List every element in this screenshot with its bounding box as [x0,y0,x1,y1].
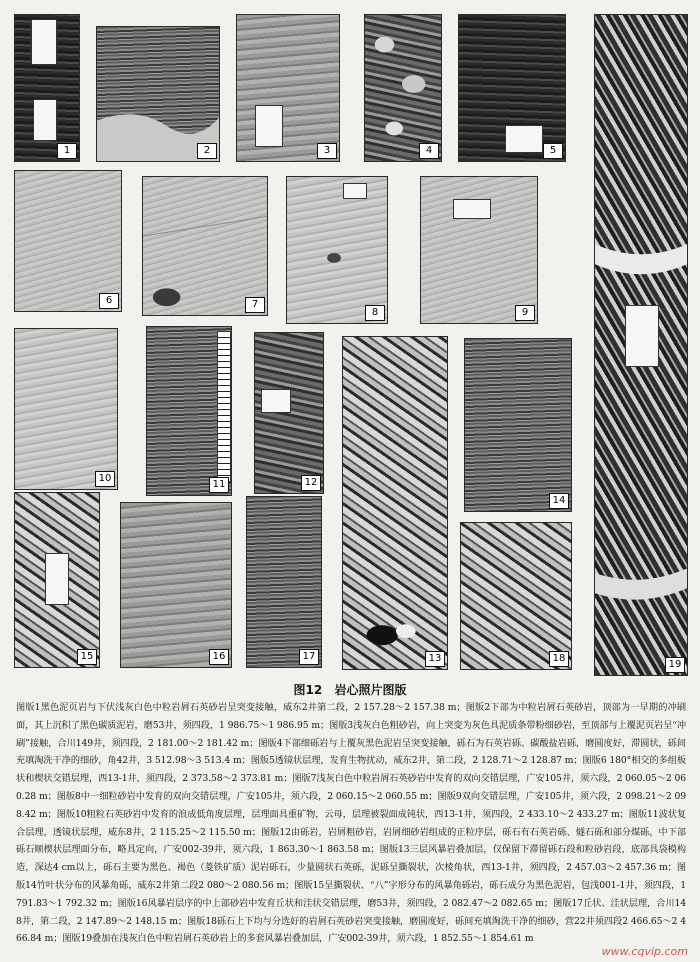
photo-number: 15 [77,649,97,665]
photo-number: 19 [665,657,685,673]
plate-title [0,681,700,698]
photo-number: 11 [209,477,229,493]
core-label-tag [255,105,283,147]
core-photo-3 [236,14,340,162]
photo-number: 18 [549,651,569,667]
core-photo-6 [14,170,122,312]
core-photo-12 [254,332,324,494]
photo-number: 8 [365,305,385,321]
core-photo-16 [120,502,232,668]
photo-number: 14 [549,493,569,509]
core-photo-9 [420,176,538,324]
core-photo-17 [246,496,322,668]
figure-title: 岩心照片图版 [334,683,407,697]
core-photo-15 [14,492,100,668]
core-label-tag [31,19,57,65]
photo-number: 10 [95,471,115,487]
contact-surface [97,27,219,161]
photo-number: 12 [301,475,321,491]
core-photo-5 [458,14,566,162]
photo-number: 17 [299,649,319,665]
core-label-tag [45,553,69,605]
core-photo-13 [342,336,448,670]
mud-clast [287,177,387,323]
photo-number: 3 [317,143,337,159]
photo-number: 13 [425,651,445,667]
core-label-tag [33,99,57,141]
core-photo-11 [146,326,232,496]
plate-caption: 图版1黑色泥页岩与下伏浅灰白色中粒岩屑石英砂岩呈突变接触，威东2井第二段，2 157.28～2 157.38 m；图版2下部为中粒岩屑石英砂岩，顶部为一早期的冲刷面，其上沉积了黑色碳质泥岩，磨53井，须四段，1 986.75～1 986.95 m；图版3浅灰白色粗砂岩，向上突变为灰色具泥质条带粉细砂岩，至顶部与上覆泥页岩呈“冲刷”接触，合川149井，须四段，2 181.00～2 181.42 m；图版4下部细砾岩与上覆灰黑色泥岩呈突变接触，砾石为石英岩砾、碳酸盐岩砾，磨圆度好，滞圆状，砾间充填淘洗干净的细砂，角42井，3 512.98～3 513.4 m；图版5透镜状层理，发育生物扰动，威东2井，第二段，2 128.71～2 128.87 m；图版6 180°相交的多组板状和楔状交错层理，西13-1井，须四段，2 373.58～2 373.81 m；图版7浅灰白色中粒岩屑石英砂岩中发育的双向交错层理，广安105井，须六段，2 060.05～2 060.28 m；图版8中一细粒砂岩中发育的双向交错层理，广安105井，须六段，2 060.15～2 060.55 m；图版9双向交错层理，广安105井，须六段，2 098.21～2 098.42 m；图版10粗粒石英砂岩中发育的浪成低角度层理，层理面具重矿物，云母，层理被裂面成钝状，西13-1井，须四段，2 433.10～2 433.27 m；图版11波状复合层理，透镜状层理，威东8井，2 115.25～2 115.50 m；图版12由砾岩，岩屑粗砂岩，岩屑细砂岩组成的正粒序层，砾石有石英岩砾、燧石砾和部分煤砾，中下部砾石顺楔状层理面分布，略具定向，广安002-39井，须六段，1 863.30～1 863.58 m；图版13三层风暴岩叠加层，仅保留下滞留砾石段和粒砂岩段，底部具袋模构造，深达4 cm以上，砾石主要为黑色、褐色（菱铁矿质）泥岩砾石，少量圆状石英砾，泥砾呈撕裂状，次棱角状，西13-1井，须四段，2 457.03～2 457.36 m；图版14竹叶状分布的风暴角砾，威东2井第二段2 080～2 080.56 m；图版15呈撕裂状、“八”字形分布的风暴角砾岩，砾石成分为黑色泥岩，包浅001-1井，须四段，1 791.83～1 792.32 m；图版16风暴岩层序的中上部砂岩中发育丘状和洼状交错层理，磨53井，须四段，2 082.47～2 082.65 m；图版17丘状、洼状层理，合川148井，第二段，2 147.89～2 148.15 m；图版18砾石上下均与分选好的岩屑石英砂岩突变接触，磨圆度好，砾间充填淘洗干净的细砂，营22井须四段2 466.65～2 466.84 m；图版19叠加在浅灰白色中粒岩屑石英砂岩上的多套风暴岩叠加层，广安002-39井，须六段，1 852.55～1 854.61 m [16,702,686,945]
photo-number: 5 [543,143,563,159]
core-label-tag [261,389,291,413]
photo-number: 9 [515,305,535,321]
core-photo-7 [142,176,268,316]
core-photo-14 [464,338,572,512]
core-photo-1 [14,14,80,162]
watermark: www.cqvip.com [601,945,688,958]
core-photo-2 [96,26,220,162]
photo-number: 2 [197,143,217,159]
cross-bedding [143,177,267,315]
core-photo-18 [460,522,572,670]
core-photo-19 [594,14,688,676]
breccia-clasts [343,337,447,669]
scale-ruler [217,331,231,483]
gravel-clasts [365,15,441,161]
core-label-tag [453,199,491,219]
photo-number: 4 [419,143,439,159]
core-photo-10 [14,328,118,490]
core-label-tag [505,125,543,153]
core-photo-4 [364,14,442,162]
photo-number: 1 [57,143,77,159]
photo-number: 7 [245,297,265,313]
core-label-tag [625,305,659,367]
photo-number: 6 [99,293,119,309]
photo-number: 16 [209,649,229,665]
figure-label: 图12 [293,683,323,697]
core-photo-8 [286,176,388,324]
